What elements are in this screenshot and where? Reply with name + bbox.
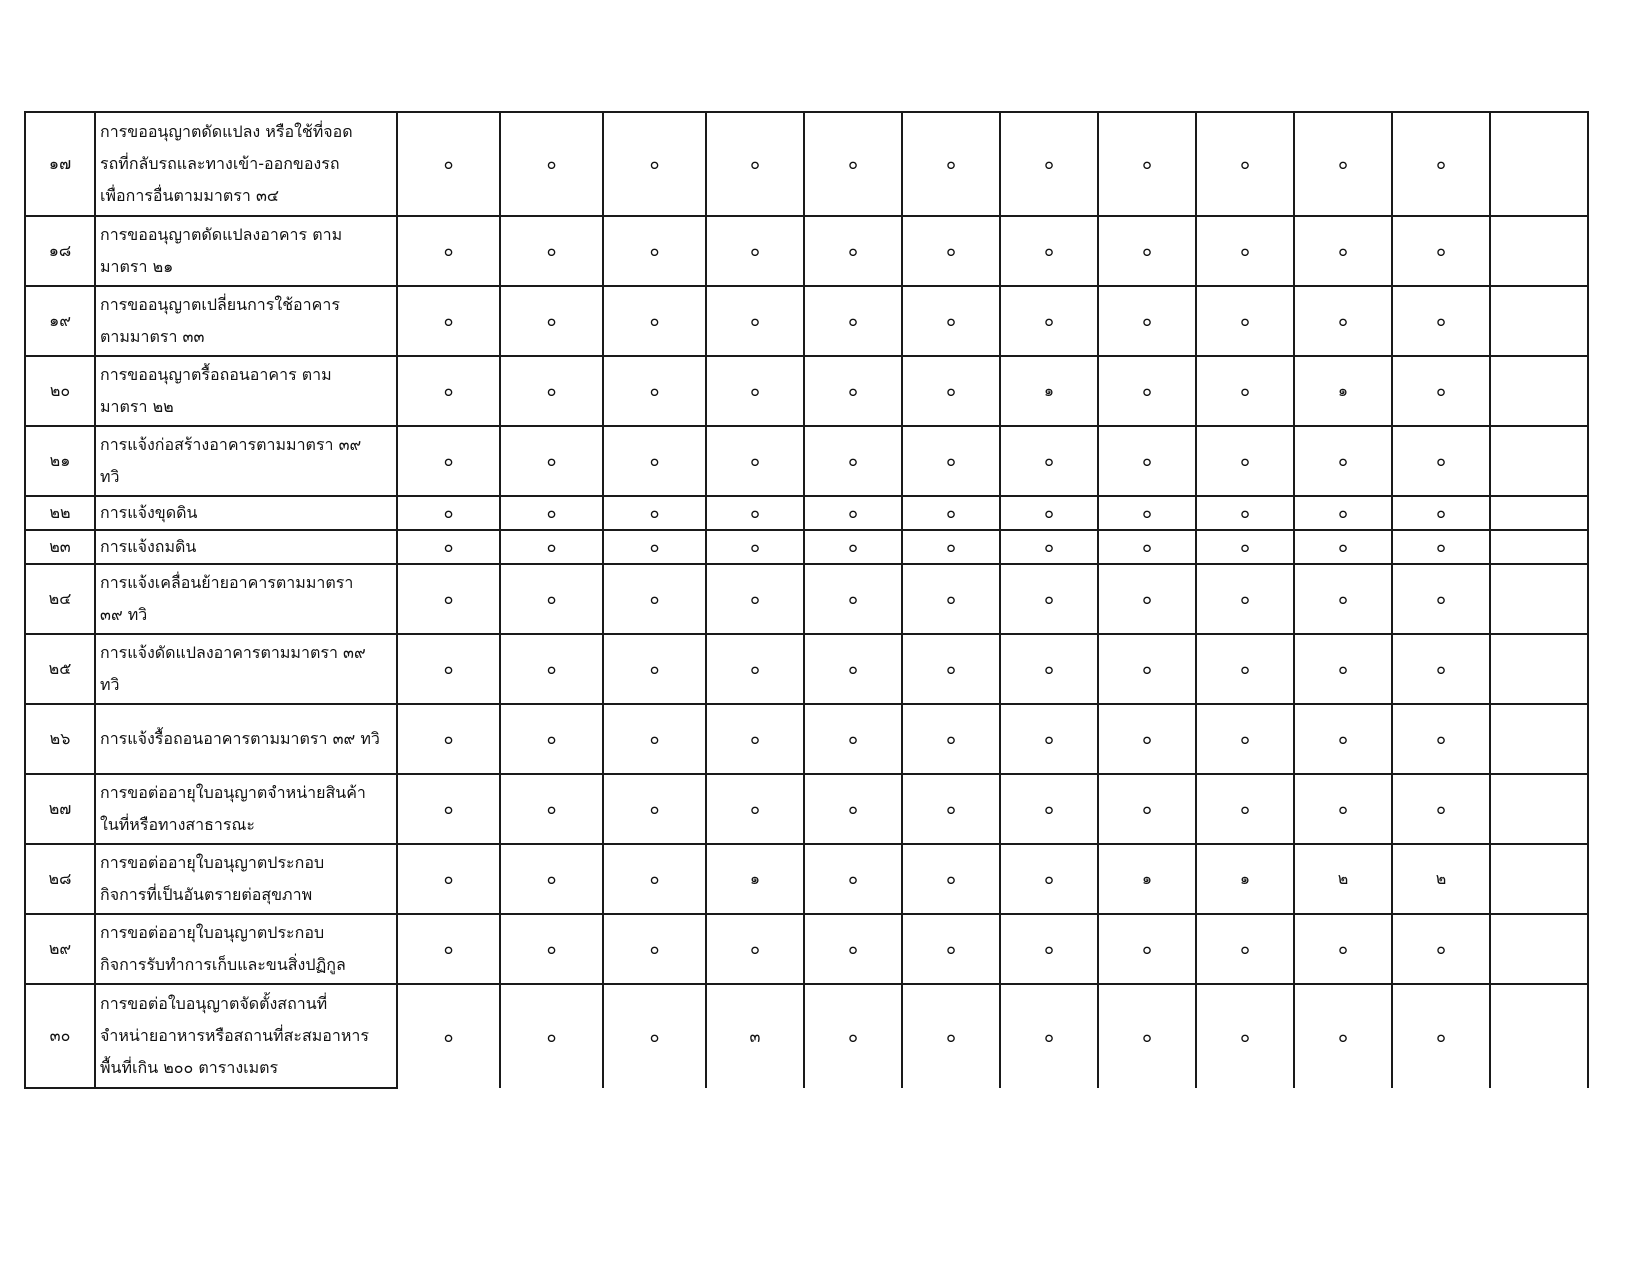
value-cell: ๐ xyxy=(804,634,902,704)
row-description: การขอต่อใบอนุญาตจัดตั้งสถานที่ จำหน่ายอาหารหรือสถานที่สะสมอาหาร พื้นที่เกิน ๒๐๐ ตารางเมตร xyxy=(95,984,397,1088)
value-cell: ๐ xyxy=(902,356,1000,426)
value-cell xyxy=(1490,356,1588,426)
value-cell: ๑ xyxy=(1196,844,1294,914)
value-cell xyxy=(1490,426,1588,496)
value-cell: ๐ xyxy=(804,984,902,1088)
value-cell: ๐ xyxy=(902,426,1000,496)
value-cell xyxy=(1490,774,1588,844)
row-number: ๑๙ xyxy=(25,286,95,356)
value-cell: ๐ xyxy=(1294,704,1392,774)
value-cell xyxy=(1490,216,1588,286)
value-cell: ๐ xyxy=(603,112,706,216)
value-cell: ๐ xyxy=(1392,112,1490,216)
row-number: ๑๗ xyxy=(25,112,95,216)
value-cell: ๐ xyxy=(500,216,603,286)
value-cell: ๐ xyxy=(902,704,1000,774)
value-cell: ๐ xyxy=(1294,426,1392,496)
value-cell xyxy=(1490,634,1588,704)
value-cell: ๐ xyxy=(706,634,804,704)
value-cell: ๐ xyxy=(804,530,902,564)
value-cell: ๐ xyxy=(1392,914,1490,984)
value-cell: ๐ xyxy=(804,112,902,216)
value-cell xyxy=(1490,530,1588,564)
value-cell: ๐ xyxy=(902,774,1000,844)
row-number: ๒๙ xyxy=(25,914,95,984)
row-description: การขออนุญาตดัดแปลงอาคาร ตาม มาตรา ๒๑ xyxy=(95,216,397,286)
value-cell: ๐ xyxy=(706,704,804,774)
value-cell: ๐ xyxy=(500,496,603,530)
row-description: การขออนุญาตดัดแปลง หรือใช้ที่จอด รถที่กลับรถและทางเข้า-ออกของรถ เพื่อการอื่นตามมาตรา ๓๔ xyxy=(95,112,397,216)
value-cell: ๐ xyxy=(603,216,706,286)
value-cell xyxy=(1490,844,1588,914)
value-cell: ๐ xyxy=(1196,216,1294,286)
value-cell: ๓ xyxy=(706,984,804,1088)
value-cell: ๐ xyxy=(1196,774,1294,844)
value-cell: ๐ xyxy=(397,112,500,216)
value-cell: ๐ xyxy=(706,530,804,564)
value-cell: ๐ xyxy=(902,530,1000,564)
value-cell: ๐ xyxy=(500,774,603,844)
row-description: การขอต่ออายุใบอนุญาตประกอบ กิจการรับทำการเก็บและขนสิ่งปฏิกูล xyxy=(95,914,397,984)
row-description: การขออนุญาตเปลี่ยนการใช้อาคาร ตามมาตรา ๓๓ xyxy=(95,286,397,356)
value-cell: ๐ xyxy=(500,634,603,704)
value-cell: ๐ xyxy=(397,530,500,564)
value-cell: ๐ xyxy=(1098,356,1196,426)
value-cell: ๑ xyxy=(706,844,804,914)
value-cell: ๐ xyxy=(500,426,603,496)
value-cell: ๐ xyxy=(1196,286,1294,356)
value-cell: ๐ xyxy=(603,286,706,356)
value-cell: ๐ xyxy=(1392,704,1490,774)
value-cell: ๐ xyxy=(706,356,804,426)
value-cell: ๐ xyxy=(1392,216,1490,286)
value-cell: ๐ xyxy=(1000,704,1098,774)
row-description: การขอต่ออายุใบอนุญาตจำหน่ายสินค้า ในที่หรือทางสาธารณะ xyxy=(95,774,397,844)
value-cell: ๐ xyxy=(804,704,902,774)
value-cell: ๐ xyxy=(1294,634,1392,704)
value-cell: ๐ xyxy=(500,844,603,914)
value-cell: ๐ xyxy=(902,216,1000,286)
value-cell: ๐ xyxy=(397,984,500,1088)
value-cell: ๐ xyxy=(804,426,902,496)
value-cell: ๐ xyxy=(1392,774,1490,844)
value-cell: ๐ xyxy=(706,774,804,844)
value-cell: ๐ xyxy=(1000,216,1098,286)
row-number: ๒๔ xyxy=(25,564,95,634)
value-cell: ๐ xyxy=(1196,914,1294,984)
table-row xyxy=(25,634,1588,704)
table-row xyxy=(25,774,1588,844)
table-row xyxy=(25,844,1588,914)
table-row xyxy=(25,286,1588,356)
value-cell: ๐ xyxy=(397,496,500,530)
value-cell: ๐ xyxy=(1098,426,1196,496)
value-cell: ๐ xyxy=(1294,530,1392,564)
value-cell: ๐ xyxy=(500,112,603,216)
table-row xyxy=(25,564,1588,634)
value-cell: ๐ xyxy=(1098,530,1196,564)
value-cell: ๐ xyxy=(603,704,706,774)
value-cell: ๐ xyxy=(902,112,1000,216)
value-cell: ๐ xyxy=(1392,634,1490,704)
value-cell: ๐ xyxy=(1392,286,1490,356)
value-cell: ๒ xyxy=(1294,844,1392,914)
table-row xyxy=(25,530,1588,564)
table-row xyxy=(25,496,1588,530)
value-cell: ๐ xyxy=(1294,774,1392,844)
value-cell: ๐ xyxy=(603,530,706,564)
value-cell xyxy=(1490,112,1588,216)
value-cell: ๐ xyxy=(397,426,500,496)
value-cell: ๑ xyxy=(1294,356,1392,426)
value-cell: ๐ xyxy=(706,564,804,634)
value-cell: ๐ xyxy=(603,356,706,426)
value-cell: ๐ xyxy=(1000,984,1098,1088)
table-body xyxy=(25,112,1588,1088)
value-cell: ๐ xyxy=(397,774,500,844)
value-cell: ๐ xyxy=(1196,496,1294,530)
value-cell: ๐ xyxy=(1098,286,1196,356)
row-description: การแจ้งดัดแปลงอาคารตามมาตรา ๓๙ ทวิ xyxy=(95,634,397,704)
value-cell: ๐ xyxy=(397,704,500,774)
table-row xyxy=(25,356,1588,426)
row-number: ๒๓ xyxy=(25,530,95,564)
table-row xyxy=(25,984,1588,1088)
value-cell: ๐ xyxy=(706,426,804,496)
value-cell: ๐ xyxy=(1294,914,1392,984)
value-cell: ๐ xyxy=(603,984,706,1088)
value-cell: ๐ xyxy=(1196,356,1294,426)
value-cell: ๐ xyxy=(902,496,1000,530)
row-description: การแจ้งเคลื่อนย้ายอาคารตามมาตรา ๓๙ ทวิ xyxy=(95,564,397,634)
table-row xyxy=(25,426,1588,496)
value-cell: ๐ xyxy=(804,286,902,356)
row-number: ๒๕ xyxy=(25,634,95,704)
value-cell: ๐ xyxy=(804,844,902,914)
value-cell: ๐ xyxy=(1000,112,1098,216)
value-cell: ๐ xyxy=(706,112,804,216)
table-row xyxy=(25,112,1588,216)
row-description: การแจ้งรื้อถอนอาคารตามมาตรา ๓๙ ทวิ xyxy=(95,704,397,774)
value-cell xyxy=(1490,704,1588,774)
value-cell: ๐ xyxy=(902,634,1000,704)
row-number: ๒๘ xyxy=(25,844,95,914)
value-cell: ๐ xyxy=(603,426,706,496)
permit-statistics-table xyxy=(24,111,1589,1089)
value-cell: ๐ xyxy=(1000,634,1098,704)
row-number: ๒๑ xyxy=(25,426,95,496)
value-cell: ๐ xyxy=(706,496,804,530)
value-cell: ๐ xyxy=(1098,496,1196,530)
value-cell: ๐ xyxy=(1098,216,1196,286)
value-cell: ๐ xyxy=(1392,530,1490,564)
value-cell: ๒ xyxy=(1392,844,1490,914)
value-cell: ๐ xyxy=(1196,112,1294,216)
value-cell: ๐ xyxy=(603,774,706,844)
row-number: ๒๐ xyxy=(25,356,95,426)
value-cell: ๐ xyxy=(603,914,706,984)
value-cell: ๐ xyxy=(1196,984,1294,1088)
value-cell: ๐ xyxy=(1294,496,1392,530)
value-cell: ๐ xyxy=(706,914,804,984)
value-cell: ๐ xyxy=(1000,426,1098,496)
value-cell: ๐ xyxy=(1098,774,1196,844)
value-cell: ๐ xyxy=(1196,704,1294,774)
value-cell xyxy=(1490,984,1588,1088)
value-cell: ๐ xyxy=(804,774,902,844)
value-cell: ๐ xyxy=(1294,216,1392,286)
table-row xyxy=(25,216,1588,286)
value-cell: ๐ xyxy=(1392,496,1490,530)
row-description: การแจ้งถมดิน xyxy=(95,530,397,564)
value-cell: ๐ xyxy=(1098,634,1196,704)
value-cell: ๐ xyxy=(706,216,804,286)
value-cell: ๐ xyxy=(1000,564,1098,634)
value-cell: ๐ xyxy=(1392,564,1490,634)
value-cell: ๐ xyxy=(500,530,603,564)
row-description: การแจ้งก่อสร้างอาคารตามมาตรา ๓๙ ทวิ xyxy=(95,426,397,496)
value-cell: ๐ xyxy=(1196,634,1294,704)
value-cell: ๐ xyxy=(500,286,603,356)
value-cell: ๐ xyxy=(1294,112,1392,216)
row-description: การแจ้งขุดดิน xyxy=(95,496,397,530)
value-cell: ๐ xyxy=(500,984,603,1088)
table-row xyxy=(25,914,1588,984)
value-cell: ๐ xyxy=(1000,914,1098,984)
value-cell: ๐ xyxy=(500,914,603,984)
value-cell: ๐ xyxy=(397,914,500,984)
value-cell: ๐ xyxy=(397,216,500,286)
value-cell xyxy=(1490,286,1588,356)
value-cell: ๐ xyxy=(500,704,603,774)
value-cell: ๐ xyxy=(1392,426,1490,496)
value-cell xyxy=(1490,564,1588,634)
value-cell: ๐ xyxy=(1000,774,1098,844)
value-cell: ๐ xyxy=(1098,704,1196,774)
value-cell: ๐ xyxy=(1098,984,1196,1088)
value-cell: ๐ xyxy=(902,286,1000,356)
value-cell: ๐ xyxy=(1000,530,1098,564)
value-cell xyxy=(1490,496,1588,530)
value-cell: ๐ xyxy=(397,286,500,356)
value-cell: ๐ xyxy=(603,496,706,530)
value-cell: ๐ xyxy=(1098,914,1196,984)
value-cell: ๐ xyxy=(902,914,1000,984)
value-cell: ๐ xyxy=(1294,984,1392,1088)
value-cell: ๐ xyxy=(397,634,500,704)
value-cell: ๐ xyxy=(902,984,1000,1088)
value-cell: ๐ xyxy=(397,356,500,426)
row-number: ๑๘ xyxy=(25,216,95,286)
row-description: การขอต่ออายุใบอนุญาตประกอบ กิจการที่เป็นอันตรายต่อสุขภาพ xyxy=(95,844,397,914)
value-cell: ๑ xyxy=(1098,844,1196,914)
value-cell: ๐ xyxy=(804,914,902,984)
value-cell: ๑ xyxy=(1000,356,1098,426)
value-cell: ๐ xyxy=(500,564,603,634)
row-number: ๒๖ xyxy=(25,704,95,774)
value-cell: ๐ xyxy=(804,356,902,426)
value-cell: ๐ xyxy=(1098,112,1196,216)
value-cell: ๐ xyxy=(902,564,1000,634)
value-cell: ๐ xyxy=(1196,564,1294,634)
row-number: ๓๐ xyxy=(25,984,95,1088)
value-cell: ๐ xyxy=(706,286,804,356)
value-cell xyxy=(1490,914,1588,984)
row-description: การขออนุญาตรื้อถอนอาคาร ตาม มาตรา ๒๒ xyxy=(95,356,397,426)
value-cell: ๐ xyxy=(1000,496,1098,530)
value-cell: ๐ xyxy=(1196,426,1294,496)
value-cell: ๐ xyxy=(804,496,902,530)
row-number: ๒๒ xyxy=(25,496,95,530)
value-cell: ๐ xyxy=(1294,564,1392,634)
value-cell: ๐ xyxy=(603,564,706,634)
value-cell: ๐ xyxy=(1000,286,1098,356)
value-cell: ๐ xyxy=(603,844,706,914)
table-row xyxy=(25,704,1588,774)
value-cell: ๐ xyxy=(1294,286,1392,356)
value-cell: ๐ xyxy=(1392,356,1490,426)
value-cell: ๐ xyxy=(1196,530,1294,564)
row-number: ๒๗ xyxy=(25,774,95,844)
value-cell: ๐ xyxy=(397,844,500,914)
value-cell: ๐ xyxy=(500,356,603,426)
value-cell: ๐ xyxy=(397,564,500,634)
value-cell: ๐ xyxy=(603,634,706,704)
value-cell: ๐ xyxy=(1000,844,1098,914)
value-cell: ๐ xyxy=(902,844,1000,914)
value-cell: ๐ xyxy=(1098,564,1196,634)
value-cell: ๐ xyxy=(1392,984,1490,1088)
value-cell: ๐ xyxy=(804,564,902,634)
value-cell: ๐ xyxy=(804,216,902,286)
